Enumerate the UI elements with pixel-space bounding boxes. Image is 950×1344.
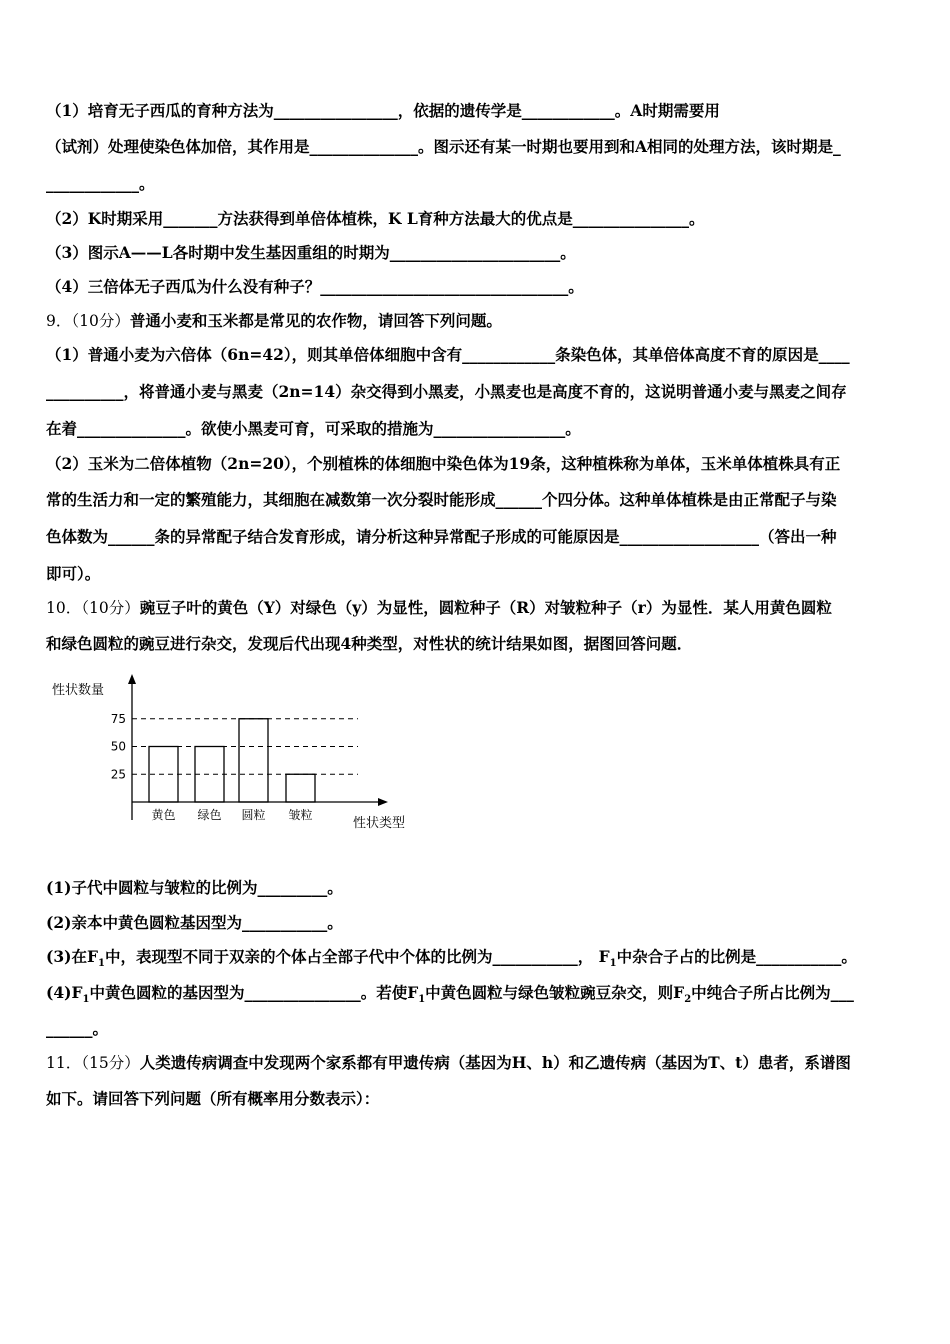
y-axis-label: 性状数量	[52, 683, 105, 698]
q8-line6: （4）三倍体无子西瓜为什么没有种子？________________________________。	[46, 277, 584, 296]
y-axis-arrow	[128, 674, 136, 684]
q9-line6: 色体数为______条的异常配子结合发育形成，请分析这种异常配子形成的可能原因是__________________（答出一种	[46, 527, 837, 546]
q9-line4: （2）玉米为二倍体植物（2n=20），个别植株的体细胞中染色体为19条，这种植株称为单体，玉米单体植株具有正	[46, 454, 841, 473]
q10-sub4-subscript-2: 1	[418, 994, 426, 1006]
y-tick-label: 75	[110, 711, 126, 726]
q9-line7: 即可）。	[46, 564, 101, 583]
q9-heading	[46, 310, 502, 332]
q10-sub4-continued: ______。	[46, 1019, 109, 1038]
y-tick-label: 50	[110, 739, 126, 754]
q8-line2: （试剂）处理使染色体加倍，其作用是______________。图示还有某一时期也要用到和A相同的处理方法，该时期是_	[46, 137, 841, 156]
q11-number: 11．（15分）	[46, 1054, 140, 1072]
q11-heading	[46, 1052, 851, 1074]
q8-line4: （2）K时期采用_______方法获得到单倍体植株，K L育种方法最大的优点是_______________。	[46, 209, 705, 228]
q11-heading-text: 人类遗传病调查中发现两个家系都有甲遗传病（基因为H、h）和乙遗传病（基因为T、t）患者，系谱图	[139, 1053, 851, 1072]
q10-sub2: (2)亲本中黄色圆粒基因型为___________。	[46, 913, 343, 932]
x-tick-label: 黄色	[151, 808, 176, 822]
q10-sub4-subscript-1: 1	[82, 994, 90, 1006]
q10-sub4-part-b: 中黄色圆粒的基因型为_______________。若使F	[89, 983, 419, 1002]
x-tick-label: 皱粒	[288, 808, 313, 822]
q10-heading-text: 豌豆子叶的黄色（Y）对绿色（y）为显性，圆粒种子（R）对皱粒种子（r）为显性．某人用黄色圆粒	[139, 598, 832, 617]
q9-number: 9．（10分）	[46, 312, 130, 330]
q10-heading	[46, 597, 832, 619]
q10-sub3-subscript-1: 1	[97, 958, 105, 970]
q10-sub4-part-a: (4)F	[46, 983, 83, 1002]
q9-heading-text: 普通小麦和玉米都是常见的农作物，请回答下列问题。	[129, 311, 502, 330]
x-tick-labels	[151, 807, 312, 822]
q10-number: 10．（10分）	[46, 599, 140, 617]
q9-line2: __________，将普通小麦与黑麦（2n=14）杂交得到小黑麦，小黑麦也是高度不育的，这说明普通小麦与黑麦之间存	[46, 382, 847, 401]
q8-line3: ____________。	[46, 174, 155, 193]
q10-sub3-subscript-2: 1	[609, 958, 617, 970]
q10-sub3-part-c: 中杂合子占的比例是___________。	[616, 947, 857, 966]
q11-line2: 如下。请回答下列问题（所有概率用分数表示）：	[46, 1089, 380, 1108]
bar-圆粒	[239, 719, 268, 802]
q10-sub3-part-a: (3)在F	[46, 947, 98, 966]
q9-line5: 常的生活力和一定的繁殖能力，其细胞在减数第一次分裂时能形成______个四分体。这种单体植株是由正常配子与染	[46, 490, 837, 509]
q9-line1: （1）普通小麦为六倍体（6n=42），则其单倍体细胞中含有____________条染色体，其单倍体高度不育的原因是____	[46, 345, 850, 364]
x-tick-label: 圆粒	[241, 808, 266, 822]
y-tick-labels	[111, 712, 126, 782]
q10-sub4-part-c: 中黄色圆粒与绿色皱粒豌豆杂交，则F	[425, 983, 685, 1002]
q8-line5: （3）图示A——L各时期中发生基因重组的时期为______________________。	[46, 243, 576, 262]
y-tick-label: 25	[110, 767, 126, 782]
q10-sub1: (1)子代中圆粒与皱粒的比例为_________。	[46, 878, 343, 897]
trait-bar-chart	[40, 672, 420, 838]
x-axis-label: 性状类型	[353, 816, 406, 831]
bar-皱粒	[286, 774, 315, 802]
x-tick-label: 绿色	[197, 808, 222, 822]
q10-sub4-subscript-3: 2	[684, 994, 692, 1006]
q10-sub4	[46, 982, 854, 1004]
q9-line3: 在着______________。欲使小黑麦可育，可采取的措施为_________________。	[46, 419, 581, 438]
x-axis-arrow	[378, 798, 388, 806]
q10-sub3	[46, 946, 857, 968]
q10-sub4-part-d: 中纯合子所占比例为___	[691, 983, 854, 1002]
q10-line2: 和绿色圆粒的豌豆进行杂交，发现后代出现4种类型，对性状的统计结果如图，据图回答问题．	[46, 634, 693, 653]
bars	[149, 719, 315, 802]
q10-sub3-part-b: 中，表现型不同于双亲的个体占全部子代中个体的比例为___________， F	[104, 947, 610, 966]
q8-line1: （1）培育无子西瓜的育种方法为________________，依据的遗传学是____________。A时期需要用	[46, 101, 720, 120]
